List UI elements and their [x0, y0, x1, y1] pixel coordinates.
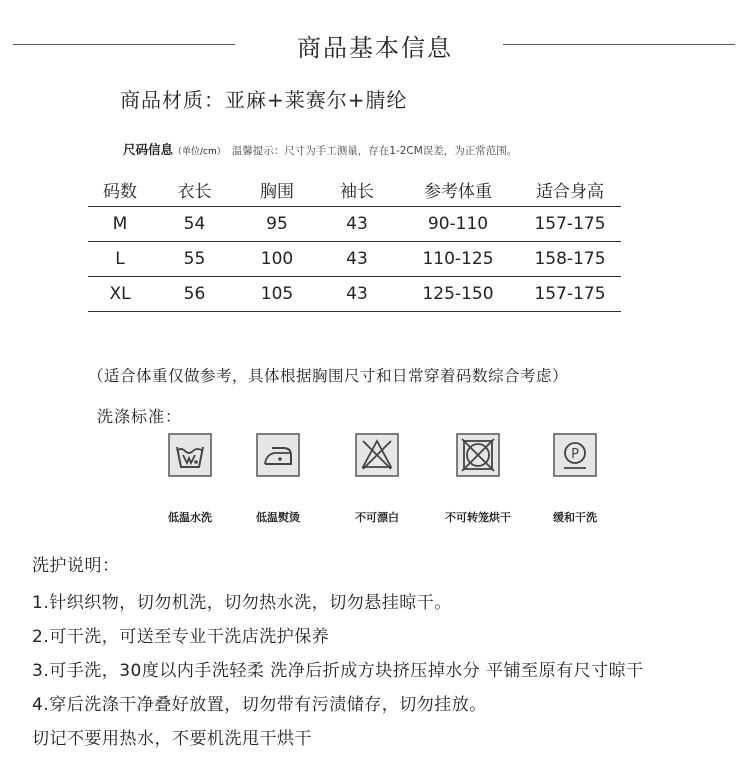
table-cell: 100 — [237, 242, 317, 277]
table-cell: 54 — [152, 207, 237, 242]
table-cell: L — [88, 242, 152, 277]
size-table-header: 参考体重 — [397, 172, 519, 207]
svg-text:P: P — [571, 447, 579, 462]
table-cell: 43 — [317, 207, 397, 242]
care-instruction-line: 3.可手洗，30度以内手洗轻柔 洗净后折成方块挤压掉水分 平铺至原有尺寸晾干 — [32, 661, 644, 681]
size-table-header: 码数 — [88, 172, 152, 207]
size-info-unit: （单位/cm） — [173, 147, 226, 157]
table-cell: 157-175 — [519, 277, 621, 312]
low-temp-wash-icon — [168, 433, 212, 477]
size-table-header: 衣长 — [152, 172, 237, 207]
table-cell: 157-175 — [519, 207, 621, 242]
care-item — [445, 433, 511, 524]
table-cell: 55 — [152, 242, 237, 277]
table-cell: XL — [88, 277, 152, 312]
size-table-header: 袖长 — [317, 172, 397, 207]
care-instruction-line: 1.针织织物，切勿机洗，切勿热水洗，切勿悬挂晾干。 — [32, 593, 452, 613]
table-cell: 90-110 — [397, 207, 519, 242]
table-row — [88, 242, 621, 277]
care-label: 低温熨烫 — [256, 511, 300, 524]
size-info-row — [123, 140, 517, 158]
size-info-note: 温馨提示：尺寸为手工测量，存在1-2CM误差，为正常范围。 — [231, 145, 518, 157]
no-tumble-dry-icon — [456, 433, 500, 477]
table-cell: 95 — [237, 207, 317, 242]
size-info-label: 尺码信息 — [123, 142, 174, 157]
table-cell: 158-175 — [519, 242, 621, 277]
table-row — [88, 207, 621, 242]
care-label: 不可转笼烘干 — [445, 511, 511, 524]
material-text: 商品材质：亚麻+莱赛尔+腈纶 — [120, 88, 408, 112]
table-cell: 43 — [317, 277, 397, 312]
header-divider-right — [503, 44, 735, 45]
gentle-dry-clean-icon — [553, 433, 597, 477]
care-instructions-title: 洗护说明： — [32, 556, 120, 576]
no-bleach-icon — [355, 433, 399, 477]
care-label: 不可漂白 — [355, 511, 399, 524]
care-label: 低温水洗 — [168, 511, 212, 524]
table-cell: 110-125 — [397, 242, 519, 277]
page-title: 商品基本信息 — [297, 34, 453, 62]
care-instruction-line: 4.穿后洗涤干净叠好放置，切勿带有污渍储存，切勿挂放。 — [32, 695, 487, 715]
size-table-header: 适合身高 — [519, 172, 621, 207]
size-table-header-row — [88, 172, 621, 207]
table-cell: 56 — [152, 277, 237, 312]
care-instruction-line: 切记不要用热水，不要机洗甩干烘干 — [32, 729, 312, 749]
table-cell: 125-150 — [397, 277, 519, 312]
washing-title: 洗涤标准： — [97, 407, 183, 426]
care-label: 缓和干洗 — [553, 511, 597, 524]
table-row — [88, 277, 621, 312]
table-cell: 43 — [317, 242, 397, 277]
low-temp-iron-icon — [256, 433, 300, 477]
care-instruction-line: 2.可干洗，可送至专业干洗店洗护保养 — [32, 627, 330, 647]
weight-note: （适合体重仅做参考，具体根据胸围尺寸和日常穿着码数综合考虑） — [88, 367, 569, 385]
size-table-header: 胸围 — [237, 172, 317, 207]
size-table — [88, 172, 621, 312]
care-item — [545, 433, 605, 524]
table-cell: M — [88, 207, 152, 242]
care-item — [347, 433, 407, 524]
care-item — [160, 433, 220, 524]
table-cell: 105 — [237, 277, 317, 312]
care-item — [248, 433, 308, 524]
